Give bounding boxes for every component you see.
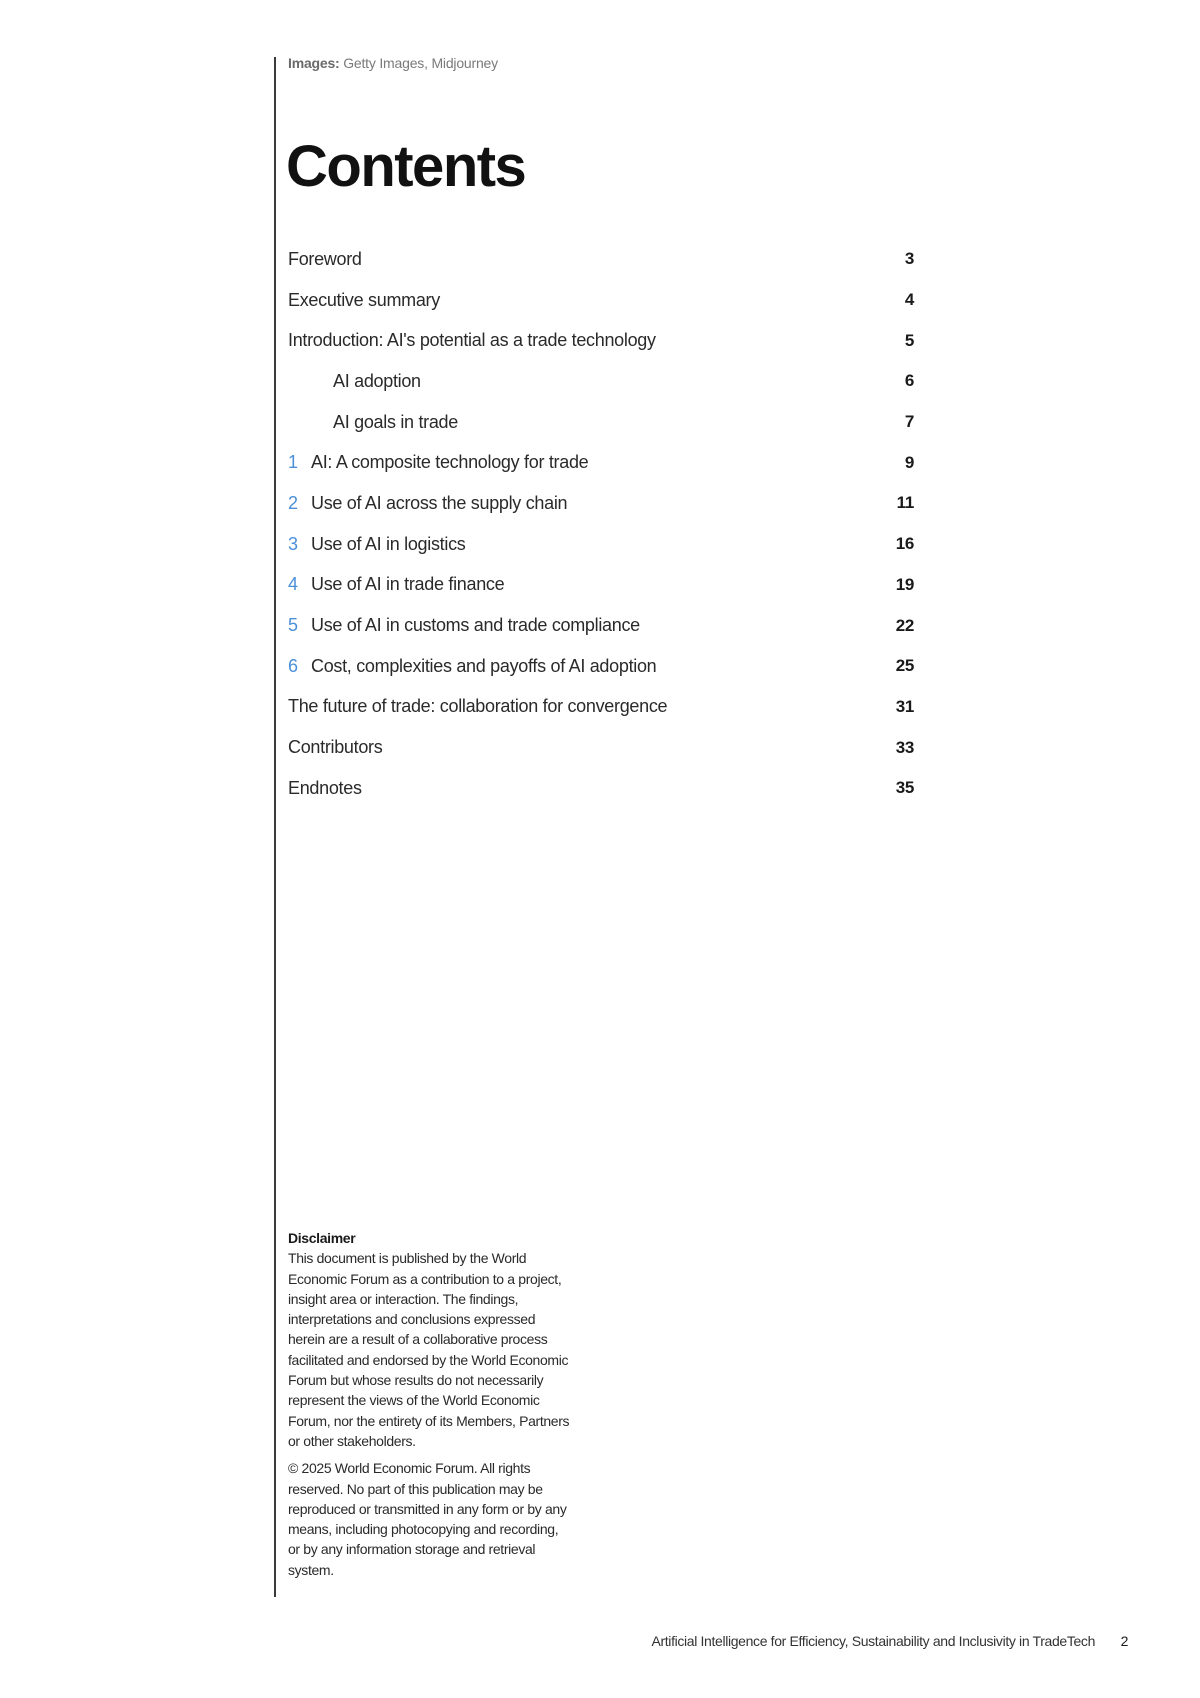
toc-entry-label: AI: A composite technology for trade: [311, 452, 589, 473]
page-footer: [651, 1633, 1128, 1649]
toc-page-number: 35: [895, 778, 914, 798]
image-credit: [288, 55, 498, 71]
copyright-notice: © 2025 World Economic Forum. All rights reserved. No part of this publication may be reproduced or transmitted in any form or by any means, including photocopying and recording, or by any information storage and retrieval system.: [288, 1460, 567, 1578]
toc-page-number: 4: [904, 290, 914, 310]
toc-entry-label: AI goals in trade: [333, 411, 458, 432]
toc-entry-label: Foreword: [288, 248, 362, 269]
toc-page-number: 16: [895, 534, 914, 554]
toc-section-number: 2: [288, 492, 298, 513]
toc-page-number: 25: [895, 656, 914, 676]
footer-report-title: Artificial Intelligence for Efficiency, Sustainability and Inclusivity in TradeTech: [651, 1633, 1096, 1649]
toc-entry-left: [288, 330, 656, 351]
toc-entry-label: Introduction: AI's potential as a trade technology: [288, 330, 656, 351]
image-credit-label: Images:: [288, 55, 340, 71]
toc-entry-left: [288, 412, 458, 433]
toc-page-number: 9: [904, 452, 914, 472]
toc-entry[interactable]: [288, 768, 914, 809]
toc-page-number: 3: [904, 249, 914, 269]
toc-entry[interactable]: [288, 280, 914, 321]
toc-section-number: 6: [288, 655, 298, 676]
toc-page-number: 33: [895, 737, 914, 757]
toc-section-number: 4: [288, 574, 298, 595]
toc-entry[interactable]: [288, 524, 914, 565]
toc-entry-left: [288, 371, 421, 392]
toc-entry-left: [288, 534, 465, 555]
toc-page-number: 7: [904, 412, 914, 432]
disclaimer: [288, 1228, 588, 1587]
toc-entry-left: [288, 737, 382, 758]
toc-entry-label: Endnotes: [288, 777, 362, 798]
toc-entry-label: AI adoption: [333, 370, 421, 391]
disclaimer-heading: Disclaimer: [288, 1230, 356, 1246]
toc-page-number: 19: [895, 574, 914, 594]
toc-section-number: 5: [288, 615, 298, 636]
toc-entry-left: [288, 615, 640, 636]
toc-page-number: 11: [896, 493, 914, 513]
toc-entry-left: [288, 452, 588, 473]
toc-entry[interactable]: [288, 361, 914, 402]
toc-section-number: 3: [288, 533, 298, 554]
toc-section-number: 1: [288, 452, 298, 473]
toc-entry-label: Use of AI in customs and trade compliance: [311, 615, 640, 636]
toc-page-number: 22: [895, 615, 914, 635]
vertical-rule: [274, 57, 276, 1597]
table-of-contents: [288, 239, 914, 809]
toc-entry-left: [288, 249, 362, 270]
toc-entry-left: [288, 778, 362, 799]
toc-entry[interactable]: [288, 727, 914, 768]
toc-page-number: 5: [904, 330, 914, 350]
footer-page-number: 2: [1120, 1633, 1128, 1649]
toc-entry[interactable]: [288, 646, 914, 687]
toc-entry-left: [288, 290, 440, 311]
disclaimer-body: This document is published by the World Economic Forum as a contribution to a project, insight area or interaction. The findings, interpretations and conclusions expressed herein are a result of a collaborative process facilitated and endorsed by the World Economic Forum but whose results do not necessarily represent the views of the World Economic Forum, nor the entirety of its Members, Partners or other stakeholders.: [288, 1250, 570, 1449]
toc-entry[interactable]: [288, 402, 914, 443]
toc-entry[interactable]: [288, 605, 914, 646]
toc-entry[interactable]: [288, 239, 914, 280]
toc-page-number: 6: [904, 371, 914, 391]
toc-entry-left: [288, 656, 656, 677]
toc-entry[interactable]: [288, 442, 914, 483]
toc-entry-label: Use of AI across the supply chain: [311, 492, 568, 513]
toc-entry-label: Use of AI in trade finance: [311, 574, 505, 595]
toc-entry-label: Cost, complexities and payoffs of AI adoption: [311, 655, 657, 676]
toc-entry[interactable]: [288, 483, 914, 524]
toc-entry-left: [288, 574, 504, 595]
toc-entry[interactable]: [288, 320, 914, 361]
toc-entry[interactable]: [288, 565, 914, 606]
image-credit-value: Getty Images, Midjourney: [343, 55, 498, 71]
toc-entry-left: [288, 493, 567, 514]
toc-entry-left: [288, 696, 667, 717]
toc-page-number: 31: [895, 696, 914, 716]
toc-entry-label: The future of trade: collaboration for convergence: [288, 696, 668, 717]
toc-entry-label: Executive summary: [288, 289, 440, 310]
page-title: Contents: [286, 134, 526, 199]
toc-entry[interactable]: [288, 687, 914, 728]
toc-entry-label: Contributors: [288, 737, 383, 758]
toc-entry-label: Use of AI in logistics: [311, 533, 466, 554]
